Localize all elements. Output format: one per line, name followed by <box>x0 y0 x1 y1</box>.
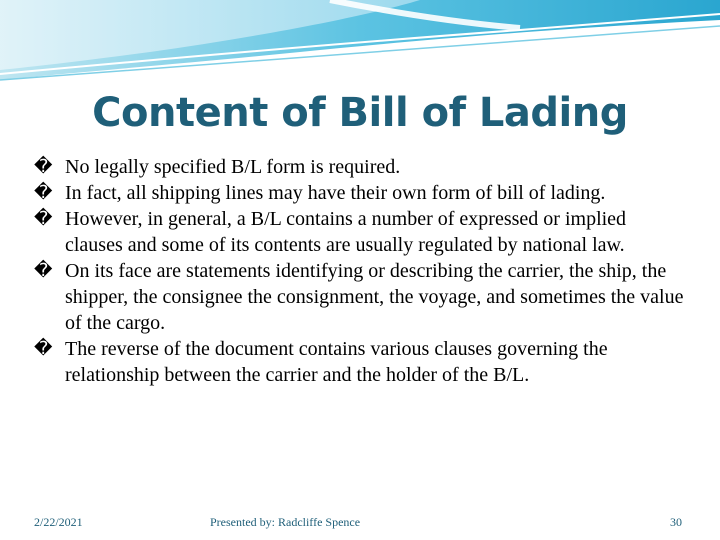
bullet-item <box>34 206 684 258</box>
bullet-text: In fact, all shipping lines may have their own form of bill of lading. <box>65 182 606 204</box>
slide-title: Content of Bill of Lading <box>92 90 628 136</box>
bullet-list <box>34 154 684 388</box>
header-wave-banner <box>0 0 720 90</box>
bullet-text: The reverse of the document contains various clauses governing the relationship between the carrier and the holder of the B/L. <box>65 338 608 386</box>
bullet-item <box>34 154 684 180</box>
bullet-glyph-icon: � <box>34 208 53 229</box>
bullet-item <box>34 180 684 206</box>
bullet-text: However, in general, a B/L contains a number of expressed or implied clauses and some of its contents are usually regulated by national law. <box>65 208 627 256</box>
bullet-item <box>34 336 684 388</box>
bullet-text: On its face are statements identifying or describing the carrier, the ship, the shipper, the consignee the consignment, the voyage, and sometimes the value of the cargo. <box>65 260 684 334</box>
bullet-glyph-icon: � <box>34 260 53 281</box>
footer-author: Presented by: Radcliffe Spence <box>210 515 361 529</box>
bullet-item <box>34 258 684 336</box>
bullet-glyph-icon: � <box>34 182 53 203</box>
page-number: 30 <box>670 515 682 529</box>
footer-date: 2/22/2021 <box>34 515 83 529</box>
bullet-glyph-icon: � <box>34 338 53 359</box>
bullet-glyph-icon: � <box>34 156 53 177</box>
bullet-text: No legally specified B/L form is required. <box>65 156 401 178</box>
